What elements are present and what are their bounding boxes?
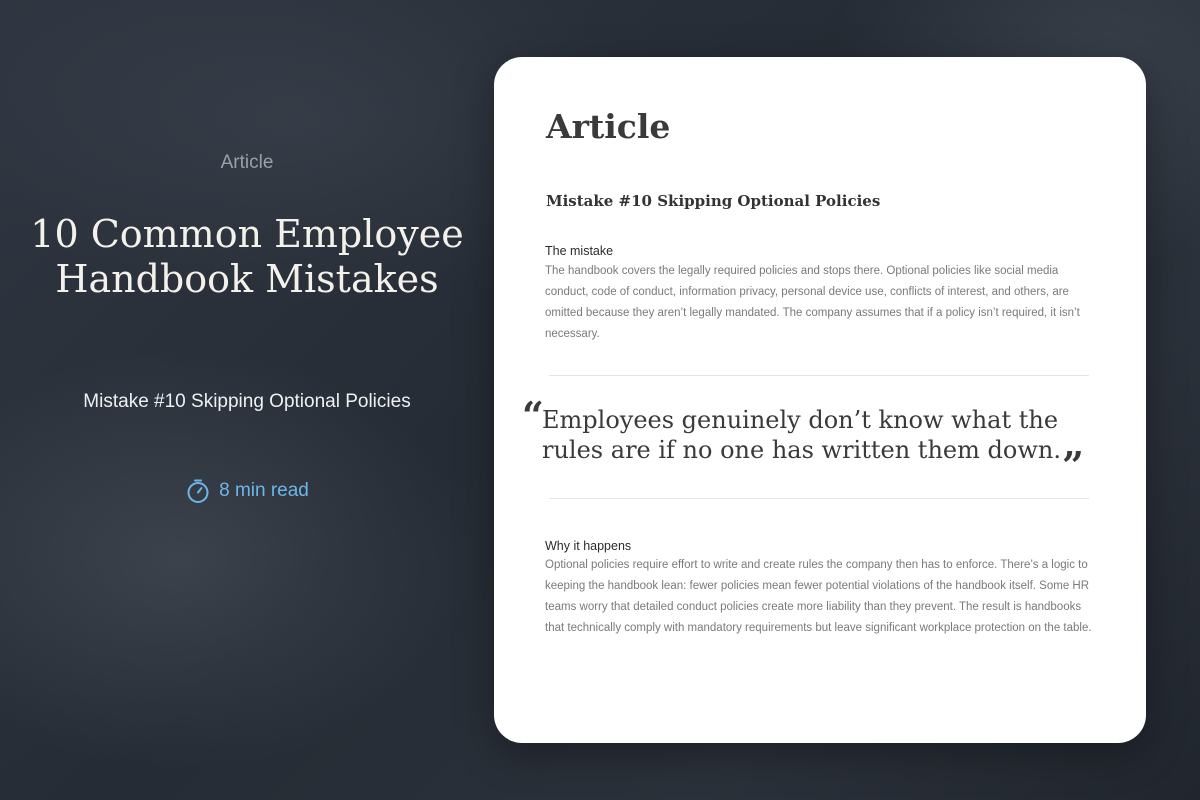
card-heading: Article bbox=[546, 107, 671, 146]
stopwatch-icon bbox=[185, 478, 211, 504]
read-time-label: 8 min read bbox=[219, 480, 309, 501]
section-label-why: Why it happens bbox=[545, 539, 632, 553]
open-quote-mark: “ bbox=[522, 393, 544, 438]
read-time bbox=[0, 478, 494, 504]
hero-subtitle: Mistake #10 Skipping Optional Policies bbox=[83, 391, 411, 412]
hero-kicker: Article bbox=[220, 152, 274, 173]
hero-title: 10 Common Employee Handbook Mistakes bbox=[30, 212, 464, 301]
divider-bottom bbox=[549, 498, 1089, 499]
article-card bbox=[494, 57, 1146, 743]
card-subheading: Mistake #10 Skipping Optional Policies bbox=[546, 192, 881, 210]
pull-quote: Employees genuinely don’t know what the rules are if no one has written them down. bbox=[542, 406, 1061, 464]
section-label-mistake: The mistake bbox=[545, 244, 614, 258]
hero-panel bbox=[0, 0, 494, 800]
section-text-why: Optional policies require effort to write and create rules the company then has to enforce. There’s a logic to keeping the handbook lean: fewer policies mean fewer potential violations of the handbook itself. Some HR teams worry that detailed conduct policies create more liability than they prevent. The result is handbooks that technically comply with mandatory requirements but leave significant workplace protection on the table. bbox=[545, 559, 1092, 634]
divider-top bbox=[549, 375, 1089, 376]
close-quote-mark: ” bbox=[1062, 443, 1084, 488]
section-text-mistake: The handbook covers the legally required policies and stops there. Optional policies like social media conduct, code of conduct, information privacy, personal device use, conflicts of interest, and others, are omitted because they aren’t legally mandated. The company assumes that if a policy isn’t required, it isn’t necessary. bbox=[545, 265, 1080, 340]
